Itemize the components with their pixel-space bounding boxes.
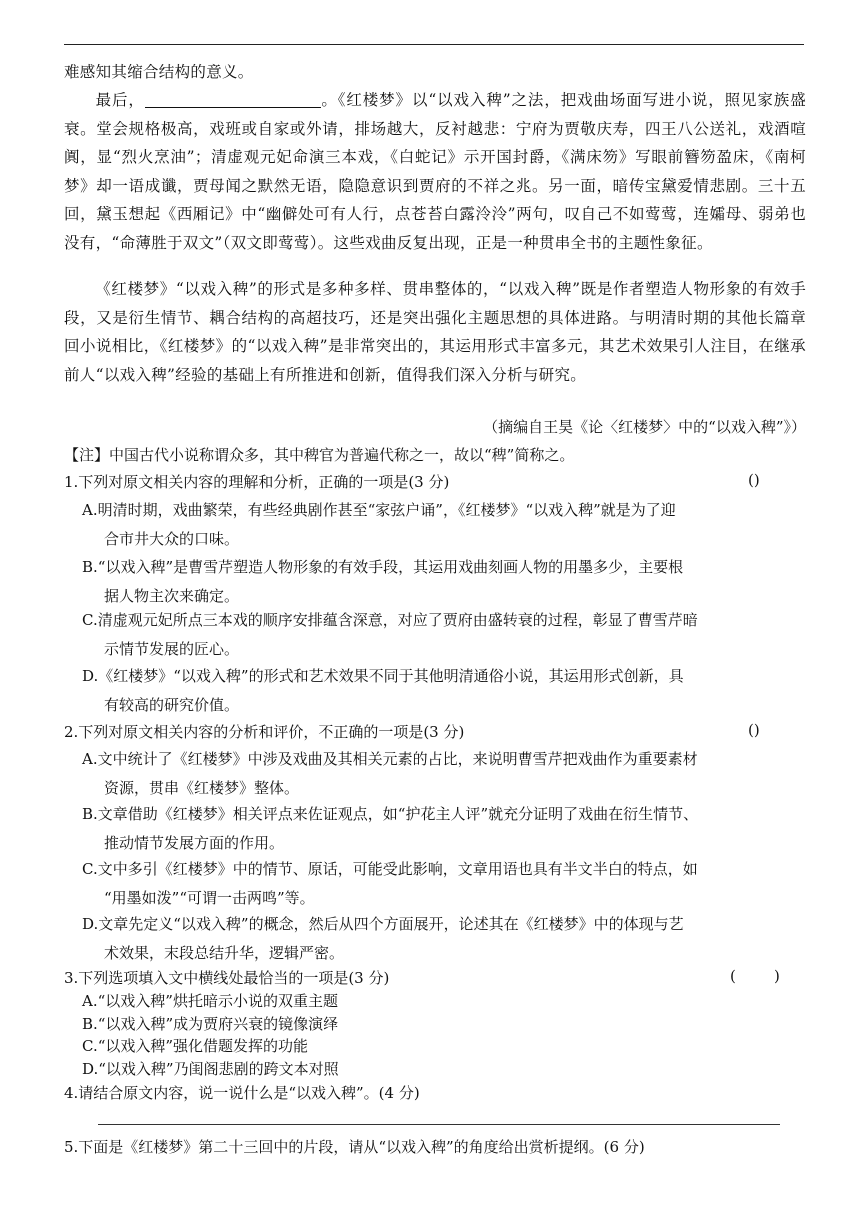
passage-paragraph-last xyxy=(64,86,806,257)
summary-text: 《红楼梦》“以戏入稗”的形式是多种多样、贯串整体的，“以戏入稗”既是作者塑造人物形象的有效手段，又是衍生情节、耦合结构的高超技巧，还是突出强化主题思想的具体进路。与明清时期的其他长篇章回小说相比，《红楼梦》的“以戏入稗”是非常突出的，其运用形式丰富多元，其艺术效果引人注目，在继承前人“以戏入稗”经验的基础上有所推进和创新，值得我们深入分析与研究。 xyxy=(64,280,806,384)
paragraph-body: 。《红楼梦》以“以戏入稗”之法，把戏曲场面写进小说，照见家族盛衰。堂会规格极高，戏班或自家或外请，排场越大，反衬越悲：宁府为贾敬庆寿，四王八公送礼，戏酒喧阗，显“烈火烹油”；清虚观元妃命演三本戏，《白蛇记》示开国封爵，《满床笏》写眼前簪笏盈床，《南柯梦》却一语成谶，贾母闻之默然无语，隐隐意识到贾府的不祥之兆。另一面，暗传宝黛爱情悲剧。三十五回，黛玉想起《西厢记》中“幽僻处可有人行，点苍苔白露泠泠”两句，叹自己不如莺莺，连孀母、弱弟也没有，“命薄胜于双文”（双文即莺莺）。这些戏曲反复出现，正是一种贯串全书的主题性象征。 xyxy=(64,91,806,252)
source-citation: （摘编自王昊《论〈红楼梦〉中的“以戏入稗”》） xyxy=(483,418,806,436)
question-1-option-a: A.明清时期，戏曲繁荣，有些经典剧作甚至“家弦户诵”，《红楼梦》“以戏入稗”就是为了迎 合市井大众的口味。 xyxy=(82,501,676,548)
question-1-option-c: C.清虚观元妃所点三本戏的顺序安排蕴含深意，对应了贾府由盛转衰的过程，彰显了曹雪芹暗 示情节发展的匠心。 xyxy=(82,611,698,658)
question-1-option-d: D.《红楼梦》“以戏入稗”的形式和艺术效果不同于其他明清通俗小说，其运用形式创新，具 有较高的研究价值。 xyxy=(82,667,684,714)
question-3-option-b: B.“以戏入稗”成为贾府兴衰的镜像演绎 xyxy=(82,1015,339,1033)
passage-paragraph-summary xyxy=(64,275,806,389)
question-5-stem: 5.下面是《红楼梦》第二十三回中的片段，请从“以戏入稗”的角度给出赏析提纲。(6 分) xyxy=(64,1138,645,1156)
fill-blank xyxy=(145,91,321,108)
question-3-stem: 3.下列选项填入文中横线处最恰当的一项是(3 分) xyxy=(64,969,390,987)
question-1-answer-paren: () xyxy=(748,471,760,489)
question-2-answer-paren: () xyxy=(748,721,760,739)
question-4-stem: 4.请结合原文内容，说一说什么是“以戏入稗”。(4 分) xyxy=(64,1084,420,1102)
question-2-option-d: D.文章先定义“以戏入稗”的概念，然后从四个方面展开，论述其在《红楼梦》中的体现与艺 术效果，末段总结升华，逻辑严密。 xyxy=(82,915,684,962)
question-1-stem: 1.下列对原文相关内容的理解和分析，正确的一项是(3 分) xyxy=(64,473,450,491)
question-2-option-b: B.文章借助《红楼梦》相关评点来佐证观点，如“护花主人评”就充分证明了戏曲在衍生情节、 推动情节发展方面的作用。 xyxy=(82,805,699,852)
question-3-option-d: D.“以戏入稗”乃闺阁悲剧的跨文本对照 xyxy=(82,1060,339,1078)
question-2-stem: 2.下列对原文相关内容的分析和评价，不正确的一项是(3 分) xyxy=(64,723,465,741)
question-2-option-c: C.文中多引《红楼梦》中的情节、原话，可能受此影响，文章用语也具有半文半白的特点，如 “用墨如泼”“可谓一击两鸣”等。 xyxy=(82,860,698,907)
answer-line[interactable] xyxy=(98,1124,780,1125)
question-1-option-b: B.“以戏入稗”是曹雪芹塑造人物形象的有效手段，其运用戏曲刻画人物的用墨多少，主要根 据人物主次来确定。 xyxy=(82,558,684,605)
question-2-option-a: A.文中统计了《红楼梦》中涉及戏曲及其相关元素的占比，来说明曹雪芹把戏曲作为重要素材 资源，贯串《红楼梦》整体。 xyxy=(82,750,698,797)
footnote: 【注】中国古代小说称谓众多，其中稗官为普遍代称之一，故以“稗”简称之。 xyxy=(64,446,575,464)
question-3-answer-paren: ( ) xyxy=(730,967,780,985)
passage-line: 难感知其缩合结构的意义。 xyxy=(64,63,254,81)
question-3-option-c: C.“以戏入稗”强化借题发挥的功能 xyxy=(82,1037,309,1055)
question-3-option-a: A.“以戏入稗”烘托暗示小说的双重主题 xyxy=(82,992,338,1010)
paragraph-lead: 最后， xyxy=(95,91,145,109)
top-rule xyxy=(64,44,804,45)
